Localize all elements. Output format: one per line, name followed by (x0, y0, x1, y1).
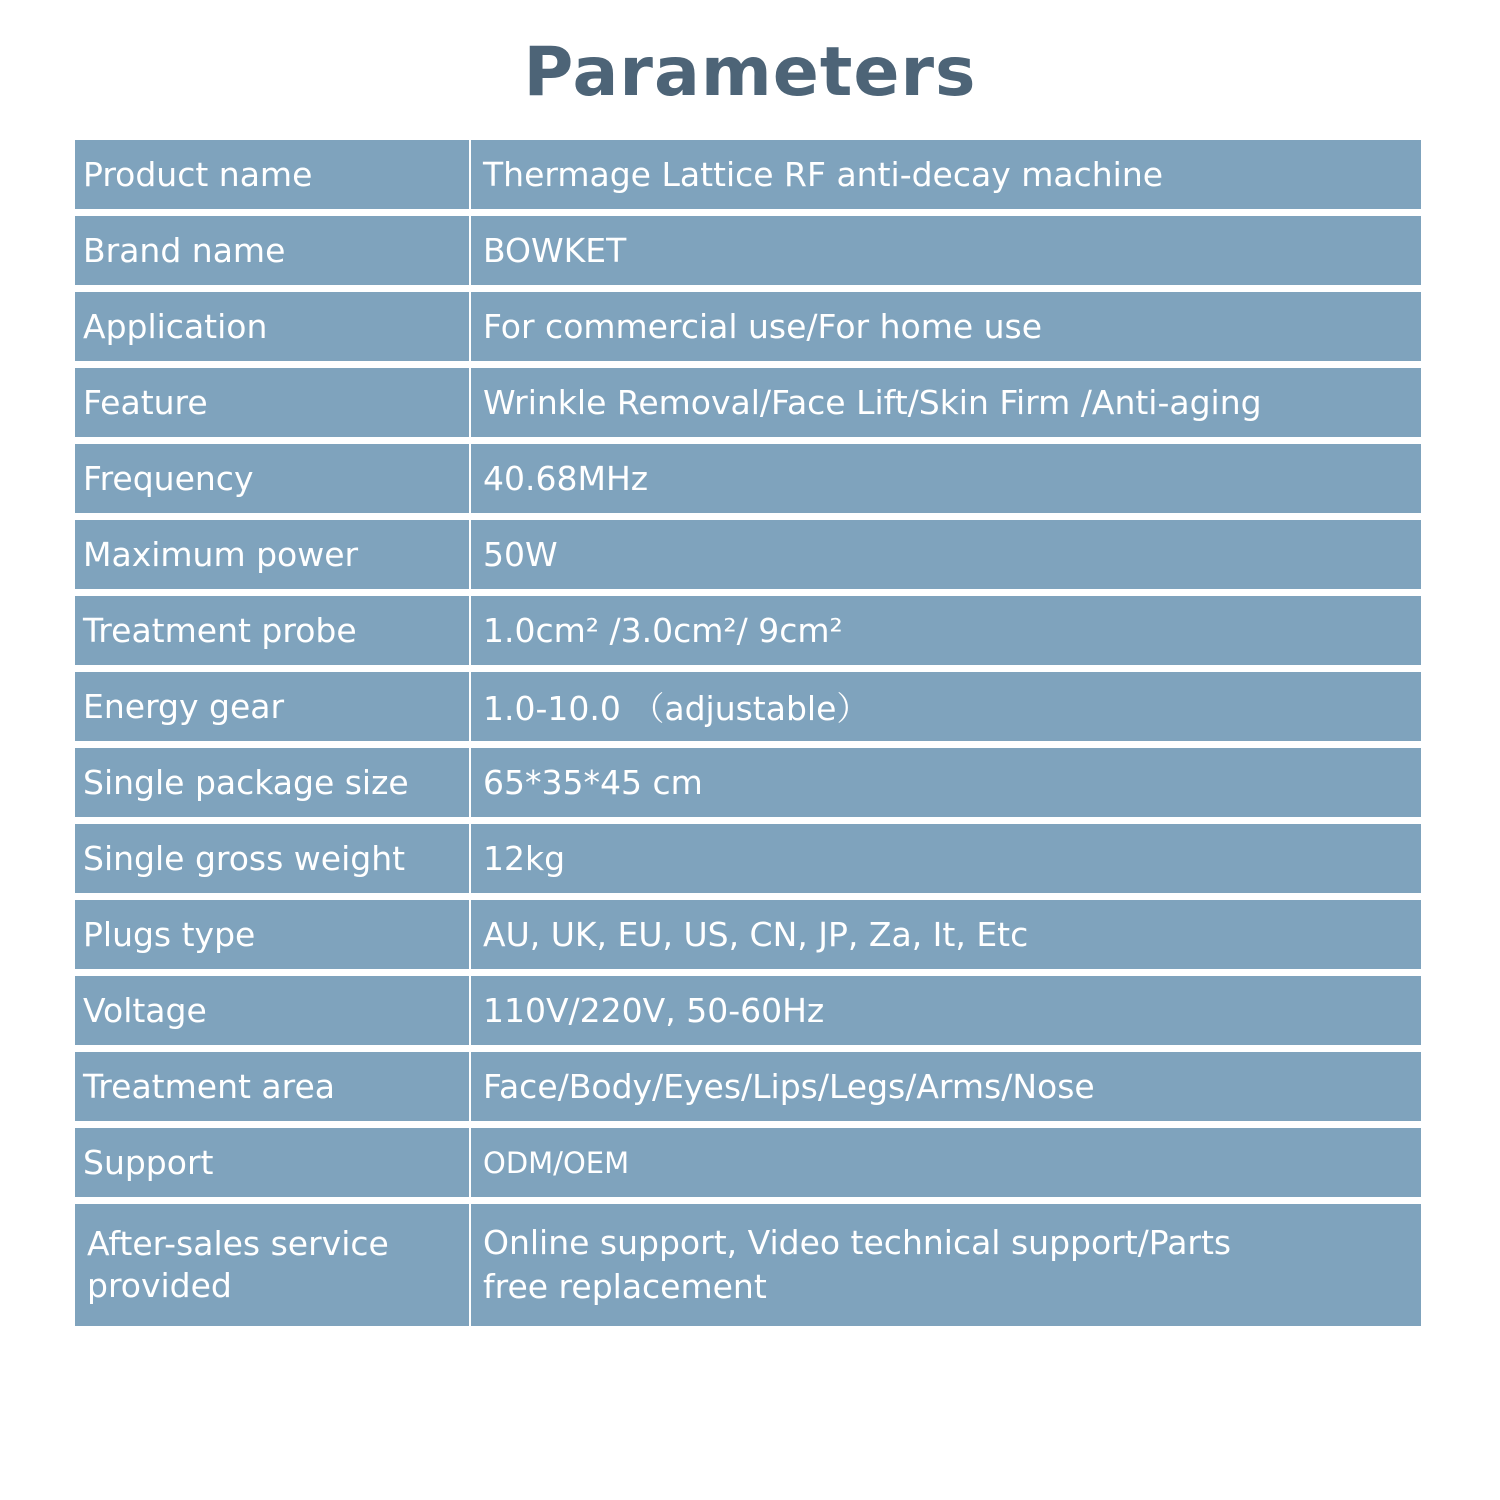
table-row (75, 596, 1421, 665)
row-value: 50W (483, 535, 558, 574)
row-value: Wrinkle Removal/Face Lift/Skin Firm /Anti-aging (483, 383, 1262, 422)
row-value: ODM/OEM (483, 1145, 630, 1180)
row-value: Online support, Video technical support/Parts free replacement (483, 1223, 1232, 1306)
table-row (75, 1204, 1421, 1326)
row-label: Voltage (75, 976, 471, 1045)
table-row (75, 140, 1421, 209)
row-label: Plugs type (75, 900, 471, 969)
table-row (75, 1052, 1421, 1121)
row-label: Application (75, 292, 471, 361)
row-value: AU, UK, EU, US, CN, JP, Za, It, Etc (483, 915, 1029, 954)
row-label: Product name (75, 140, 471, 209)
row-value: 1.0-10.0 （adjustable） (483, 689, 870, 728)
table-row (75, 444, 1421, 513)
row-value: BOWKET (483, 231, 627, 270)
row-label: Treatment area (75, 1052, 471, 1121)
row-value: 1.0cm² /3.0cm²/ 9cm² (483, 611, 843, 650)
row-label: Maximum power (75, 520, 471, 589)
parameters-table (75, 140, 1421, 1326)
row-value: 65*35*45 cm (483, 763, 703, 802)
row-label: After-sales service provided (75, 1204, 471, 1326)
table-row (75, 824, 1421, 893)
row-label: Support (75, 1128, 471, 1197)
row-value: 40.68MHz (483, 459, 649, 498)
row-label: Single gross weight (75, 824, 471, 893)
table-row (75, 976, 1421, 1045)
row-value: Face/Body/Eyes/Lips/Legs/Arms/Nose (483, 1067, 1095, 1106)
table-row (75, 748, 1421, 817)
row-value: 110V/220V, 50-60Hz (483, 991, 825, 1030)
page-title: Parameters (523, 33, 977, 112)
row-value: For commercial use/For home use (483, 307, 1043, 346)
table-row (75, 900, 1421, 969)
row-label: Frequency (75, 444, 471, 513)
row-label: Energy gear (75, 672, 471, 741)
row-label: Single package size (75, 748, 471, 817)
row-label: Treatment probe (75, 596, 471, 665)
table-row (75, 368, 1421, 437)
row-label: Brand name (75, 216, 471, 285)
table-row (75, 292, 1421, 361)
table-row (75, 520, 1421, 589)
row-value: 12kg (483, 839, 566, 878)
table-row (75, 672, 1421, 741)
row-label: Feature (75, 368, 471, 437)
table-row (75, 1128, 1421, 1197)
row-value: Thermage Lattice RF anti-decay machine (483, 155, 1164, 194)
table-row (75, 216, 1421, 285)
